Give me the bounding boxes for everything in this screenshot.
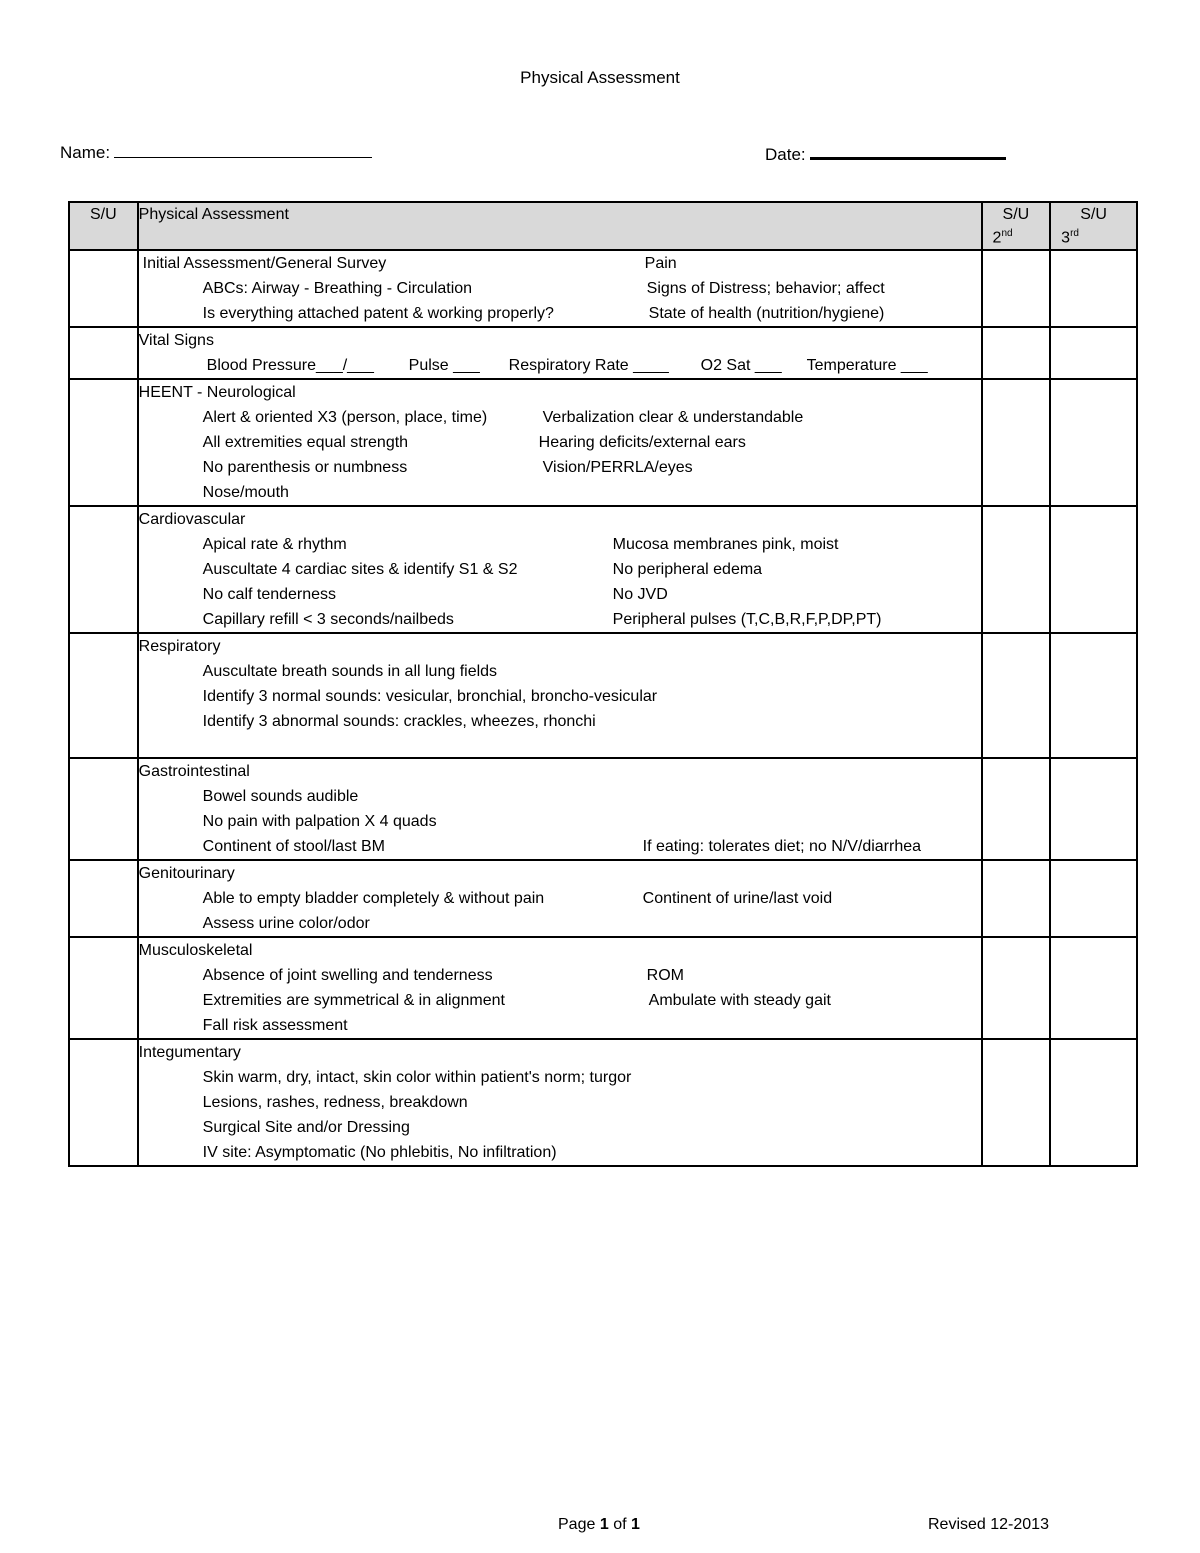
date-field <box>765 143 1006 165</box>
section-title: HEENT - Neurological <box>138 384 296 401</box>
header-su-2nd: S/U 2nd <box>982 202 1051 250</box>
su-2nd-cell[interactable] <box>982 327 1051 379</box>
pulse-field[interactable]: Pulse ___ <box>408 357 480 374</box>
su-3rd-cell[interactable] <box>1050 379 1137 506</box>
item-left: Identify 3 abnormal sounds: crackles, wheezes, rhonchi <box>202 713 596 730</box>
item-left: Extremities are symmetrical & in alignment <box>202 992 505 1009</box>
name-blank-line[interactable] <box>114 143 372 158</box>
o2-sat-field[interactable]: O2 Sat ___ <box>700 357 782 374</box>
su-2nd-cell[interactable] <box>982 937 1051 1039</box>
item-right: Hearing deficits/external ears <box>538 434 746 451</box>
item-left: All extremities equal strength <box>202 434 409 451</box>
section-musculoskeletal <box>69 937 1137 1039</box>
item-left: Is everything attached patent & working properly? <box>202 305 554 322</box>
su-3rd-cell[interactable] <box>1050 250 1137 327</box>
item-right: No peripheral edema <box>612 561 763 578</box>
item-left: Auscultate breath sounds in all lung fields <box>202 663 498 680</box>
item-right: Continent of urine/last void <box>642 890 833 907</box>
page-title: Physical Assessment <box>520 68 680 87</box>
pain-label: Pain <box>644 255 677 272</box>
item-left: Auscultate 4 cardiac sites & identify S1 & S2 <box>202 561 518 578</box>
item-right: Peripheral pulses (T,C,B,R,F,P,DP,PT) <box>612 611 882 628</box>
su-2nd-cell[interactable] <box>982 250 1051 327</box>
item-right: Ambulate with steady gait <box>648 992 831 1009</box>
su-3rd-cell[interactable] <box>1050 758 1137 860</box>
su-2nd-cell[interactable] <box>982 758 1051 860</box>
item-left: Absence of joint swelling and tenderness <box>202 967 493 984</box>
item-left: Able to empty bladder completely & without pain <box>202 890 545 907</box>
section-respiratory <box>69 633 1137 758</box>
su-2nd-cell[interactable] <box>982 860 1051 937</box>
su-2nd-cell[interactable] <box>982 633 1051 758</box>
su-2nd-cell[interactable] <box>982 379 1051 506</box>
su-cell[interactable] <box>69 506 138 633</box>
item-right: Verbalization clear & understandable <box>542 409 804 426</box>
item-left: Assess urine color/odor <box>202 915 370 932</box>
su-2nd-cell[interactable] <box>982 1039 1051 1166</box>
su-3rd-cell[interactable] <box>1050 860 1137 937</box>
item-left: Skin warm, dry, intact, skin color within patient's norm; turgor <box>202 1069 632 1086</box>
item-left: Alert & oriented X3 (person, place, time) <box>202 409 488 426</box>
item-right: No JVD <box>612 586 668 603</box>
item-right: Signs of Distress; behavior; affect <box>646 280 885 297</box>
date-label: Date: <box>765 145 806 164</box>
page-number: Page 1 of 1 <box>558 1516 640 1533</box>
section-heent <box>69 379 1137 506</box>
header-su: S/U <box>69 202 138 250</box>
date-blank-line[interactable] <box>810 143 1006 160</box>
item-left: Apical rate & rhythm <box>202 536 347 553</box>
item-left: Fall risk assessment <box>202 1017 348 1034</box>
su-cell[interactable] <box>69 379 138 506</box>
section-integumentary <box>69 1039 1137 1166</box>
assessment-table <box>68 201 1138 1167</box>
item-right: Mucosa membranes pink, moist <box>612 536 839 553</box>
section-title: Respiratory <box>138 638 221 655</box>
item-left: Capillary refill < 3 seconds/nailbeds <box>202 611 454 628</box>
item-left: IV site: Asymptomatic (No phlebitis, No infiltration) <box>202 1144 557 1161</box>
section-title: Integumentary <box>138 1044 241 1061</box>
item-left: Bowel sounds audible <box>202 788 359 805</box>
section-genitourinary <box>69 860 1137 937</box>
su-cell[interactable] <box>69 860 138 937</box>
section-title: Initial Assessment/General Survey <box>142 255 387 272</box>
su-cell[interactable] <box>69 937 138 1039</box>
item-right: If eating: tolerates diet; no N/V/diarrhea <box>642 838 922 855</box>
respiratory-rate-field[interactable]: Respiratory Rate ____ <box>508 357 669 374</box>
item-right: State of health (nutrition/hygiene) <box>648 305 885 322</box>
section-cardiovascular <box>69 506 1137 633</box>
su-2nd-cell[interactable] <box>982 506 1051 633</box>
temperature-field[interactable]: Temperature ___ <box>806 357 928 374</box>
su-cell[interactable] <box>69 633 138 758</box>
item-left: Nose/mouth <box>202 484 289 501</box>
section-title: Genitourinary <box>138 865 235 882</box>
section-title: Vital Signs <box>138 332 214 349</box>
item-left: No pain with palpation X 4 quads <box>202 813 437 830</box>
su-cell[interactable] <box>69 250 138 327</box>
item-right: Vision/PERRLA/eyes <box>542 459 693 476</box>
header-su-3rd: S/U 3rd <box>1050 202 1137 250</box>
table-header-row <box>69 202 1137 250</box>
su-3rd-cell[interactable] <box>1050 506 1137 633</box>
section-title: Gastrointestinal <box>138 763 250 780</box>
name-label: Name: <box>60 143 111 162</box>
su-cell[interactable] <box>69 327 138 379</box>
item-left: ABCs: Airway - Breathing - Circulation <box>202 280 473 297</box>
item-left: Surgical Site and/or Dressing <box>202 1119 410 1136</box>
section-title: Musculoskeletal <box>138 942 253 959</box>
section-vital-signs <box>69 327 1137 379</box>
item-left: Lesions, rashes, redness, breakdown <box>202 1094 468 1111</box>
item-left: No parenthesis or numbness <box>202 459 408 476</box>
section-gastrointestinal <box>69 758 1137 860</box>
item-left: No calf tenderness <box>202 586 337 603</box>
item-left: Identify 3 normal sounds: vesicular, bronchial, broncho-vesicular <box>202 688 658 705</box>
name-field <box>60 143 372 163</box>
blood-pressure-field[interactable]: Blood Pressure___/___ <box>206 357 374 374</box>
item-left: Continent of stool/last BM <box>202 838 385 855</box>
su-cell[interactable] <box>69 1039 138 1166</box>
su-3rd-cell[interactable] <box>1050 633 1137 758</box>
su-3rd-cell[interactable] <box>1050 327 1137 379</box>
section-title: Cardiovascular <box>138 511 246 528</box>
su-3rd-cell[interactable] <box>1050 937 1137 1039</box>
item-right: ROM <box>646 967 684 984</box>
su-cell[interactable] <box>69 758 138 860</box>
section-initial-assessment <box>69 250 1137 327</box>
header-physical-assessment: Physical Assessment <box>138 202 982 250</box>
revision-date: Revised 12-2013 <box>928 1516 1049 1533</box>
su-3rd-cell[interactable] <box>1050 1039 1137 1166</box>
